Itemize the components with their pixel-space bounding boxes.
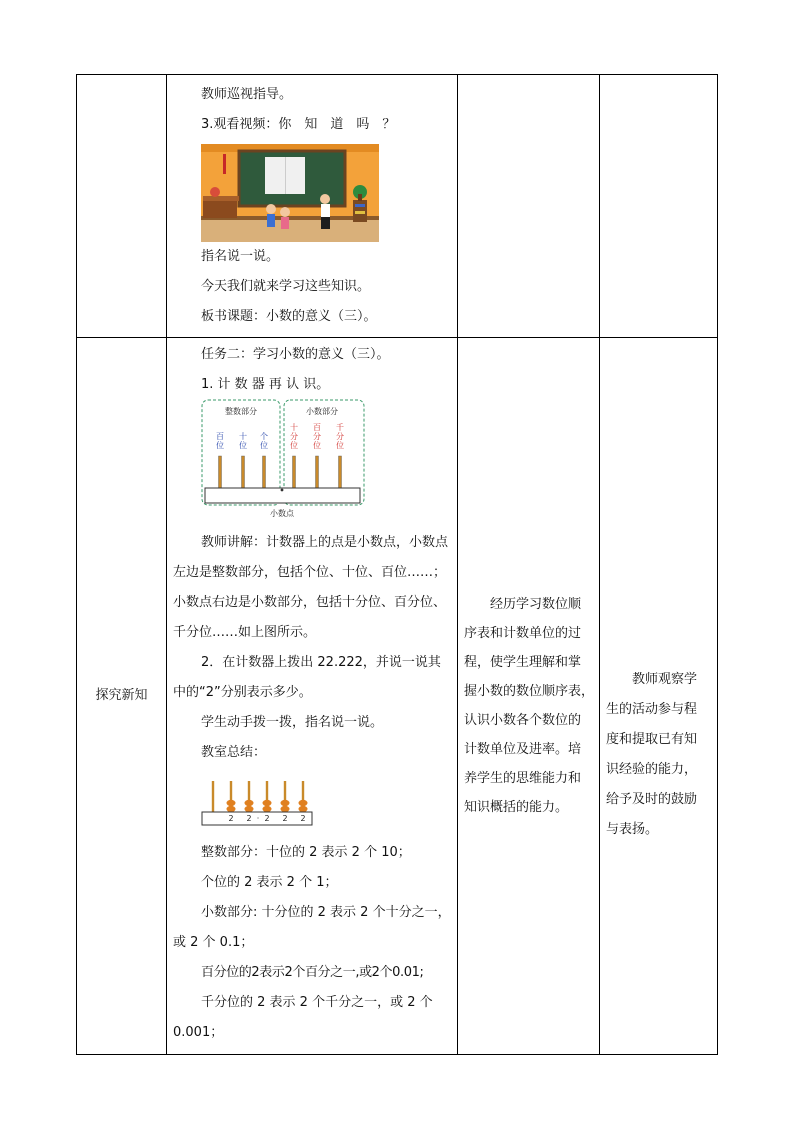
place-label-char: 十 (290, 423, 298, 432)
place-label-char: 分 (290, 432, 298, 441)
place-label-char: 位 (313, 441, 321, 450)
text-line: 今天我们就来学习这些知识。 (201, 279, 371, 294)
paragraph: 2．在计数器上拨出 22.222，并说一说其中的“2”分别表示多少。 (173, 655, 441, 700)
purpose-line: 认识小数各个数位的 (464, 713, 582, 728)
decimal-point-label: 小数点 (270, 509, 294, 518)
summary-line: 或 2 个 0.1； (173, 935, 254, 950)
paragraph: 教师讲解：计数器上的点是小数点，小数点左边是整数部分，包括个位、十位、百位……；小数点右边是小数部分，包括十分位、百分位、千分位……如上图所示。 (173, 535, 449, 640)
explain-text (173, 528, 452, 768)
paragraph: 教室总结： (201, 745, 267, 760)
purpose-line: 握小数的数位顺序表， (464, 684, 595, 699)
lesson-table (76, 74, 718, 1055)
summary-line: 千分位的 2 表示 2 个千分之一，或 2 个 (201, 995, 433, 1010)
purpose-line: 程，使学生理解和掌 (464, 655, 582, 670)
paragraph: 学生动手拨一拨，指名说一说。 (201, 715, 384, 730)
purpose-line: 计数单位及进率。培 (464, 742, 582, 757)
row1-content (201, 80, 451, 140)
counter-rod (219, 456, 222, 488)
integer-part-label: 整数部分 (225, 407, 257, 416)
assess-line: 度和提取已有知 (606, 732, 698, 747)
counter-rod (293, 456, 296, 488)
place-label-char: 十 (239, 432, 247, 441)
place-label-char: 百 (313, 423, 321, 432)
counter-rod (242, 456, 245, 488)
counter-rod (316, 456, 319, 488)
purpose-line: 养学生的思维能力和 (464, 771, 582, 786)
place-label-char: 位 (290, 441, 298, 450)
abacus-digit: 2 (282, 814, 288, 823)
abacus-bead (263, 800, 272, 806)
task-title: 任务二：学习小数的意义（三）。 (201, 347, 390, 362)
col-divider (457, 75, 458, 1054)
decimal-part-label: 小数部分 (306, 407, 338, 416)
summary-line: 百分位的2表示2个百分之一,或2个0.01; (201, 965, 424, 980)
place-label-char: 分 (336, 432, 344, 441)
summary-line: 0.001； (173, 1025, 224, 1040)
assess-line: 给予及时的鼓励 (606, 792, 698, 807)
place-label-char: 千 (336, 423, 344, 432)
purpose-text (464, 590, 596, 822)
purpose-line: 序表和计数单位的过 (464, 626, 582, 641)
abacus-bead (245, 806, 254, 812)
text-line: 板书课题：小数的意义（三）。 (201, 309, 377, 324)
abacus-bead (281, 806, 290, 812)
text-line: 指名说一说。 (201, 249, 280, 264)
abacus-bead (227, 800, 236, 806)
abacus-bead (245, 800, 254, 806)
text-line: 教师巡视指导。 (201, 87, 293, 102)
row-divider (77, 337, 717, 338)
summary-text (173, 838, 452, 1048)
abacus-bead (227, 806, 236, 812)
assess-line: 生的活动参与程 (606, 702, 698, 717)
row1-content-bottom (201, 242, 451, 332)
place-label-char: 位 (336, 441, 344, 450)
abacus-digit: 2 (228, 814, 234, 823)
col-divider (166, 75, 167, 1054)
abacus-22-222 (201, 779, 313, 827)
counter-diagram (201, 398, 367, 522)
summary-line: 小数部分: 十分位的 2 表示 2 个十分之一， (201, 905, 451, 920)
place-label-char: 位 (216, 441, 224, 450)
col-divider (599, 75, 600, 1054)
summary-line: 整数部分：十位的 2 表示 2 个 10； (201, 845, 411, 860)
abacus-digit: 2 (300, 814, 306, 823)
stage-label: 探究新知 (95, 688, 148, 703)
assess-line: 识经验的能力， (606, 762, 698, 777)
subtitle: 1. 计 数 器 再 认 识。 (201, 377, 330, 392)
abacus-digit: · (256, 814, 260, 823)
abacus-rod (212, 781, 214, 812)
assess-line: 与表扬。 (606, 822, 659, 837)
counter-rod (263, 456, 266, 488)
place-label-char: 个 (260, 432, 268, 441)
place-label-char: 位 (239, 441, 247, 450)
abacus-digit: 2 (264, 814, 270, 823)
classroom-video-image (201, 144, 379, 242)
abacus-bead (281, 800, 290, 806)
purpose-line: 知识概括的能力。 (464, 800, 569, 815)
abacus-digit: 2 (246, 814, 252, 823)
place-label-char: 位 (260, 441, 268, 450)
place-label-char: 百 (216, 432, 224, 441)
counter-rod (339, 456, 342, 488)
summary-line: 个位的 2 表示 2 个 1； (201, 875, 338, 890)
place-label-char: 分 (313, 432, 321, 441)
abacus-bead (299, 806, 308, 812)
purpose-line: 经历学习数位顺 (490, 597, 582, 612)
text-line: 3.观看视频：你 知 道 吗 ？ (201, 117, 396, 132)
assessment-text (606, 665, 716, 845)
row2-task-head (201, 340, 451, 400)
abacus-bead (299, 800, 308, 806)
assess-line: 教师观察学 (632, 672, 698, 687)
abacus-bead (263, 806, 272, 812)
